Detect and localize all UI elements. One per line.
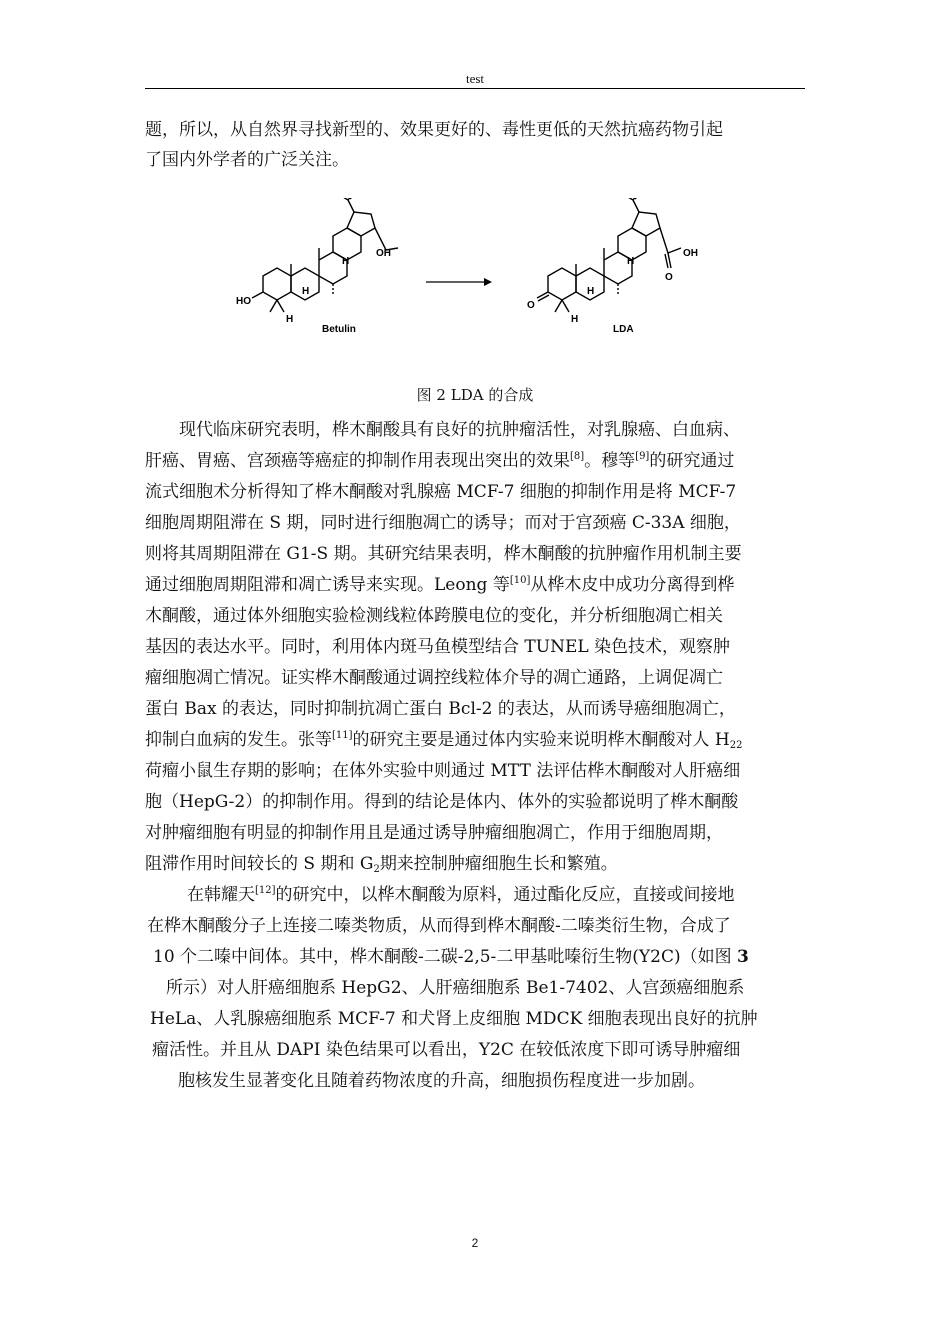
reaction-scheme-figure bbox=[228, 198, 698, 348]
text-run: 的研究通过 bbox=[649, 451, 735, 471]
text-run: 肝癌、胃癌、宫颈癌等癌症的抑制作用表现出突出的效果 bbox=[145, 451, 570, 471]
text-run: 的研究主要是通过体内实验来说明桦木酮酸对人 H bbox=[352, 730, 730, 750]
lda-h-label: H bbox=[627, 256, 635, 267]
text-run: 。穆等 bbox=[584, 451, 636, 471]
paragraph-3-line: 在桦木酮酸分子上连接二嗪类物质，从而得到桦木酮酸-二嗪类衍生物，合成了 bbox=[147, 916, 731, 936]
paragraph-2-line: 胞（HepG-2）的抑制作用。得到的结论是体内、体外的实验都说明了桦木酮酸 bbox=[145, 792, 739, 812]
paragraph-2-line: 基因的表达水平。同时，利用体内斑马鱼模型结合 TUNEL 染色技术，观察肿 bbox=[145, 637, 731, 657]
betulin-h-label: H bbox=[342, 256, 350, 267]
text-run: 抑制白血病的发生。张等 bbox=[145, 730, 332, 750]
text-run: 的研究中，以桦木酮酸为原料，通过酯化反应，直接或间接地 bbox=[275, 885, 735, 905]
text-run: 通过细胞周期阻滞和凋亡诱导来实现。Leong 等 bbox=[145, 575, 510, 595]
citation-ref: [11] bbox=[332, 730, 353, 741]
paragraph-3-line: 瘤活性。并且从 DAPI 染色结果可以看出，Y2C 在较低浓度下即可诱导肿瘤细 bbox=[152, 1040, 741, 1060]
lda-oh-label: OH bbox=[683, 248, 698, 259]
paragraph-2-line bbox=[145, 853, 618, 875]
text-run: 阻滞作用时间较长的 S 期和 G bbox=[145, 854, 374, 874]
text-run: 在韩耀天 bbox=[187, 885, 255, 905]
paragraph-3-line: 所示）对人肝癌细胞系 HepG2、人肝癌细胞系 Be1-7402、人宫颈癌细胞系 bbox=[166, 978, 745, 998]
paragraph-2-line: 瘤细胞凋亡情况。证实桦木酮酸通过调控线粒体介导的凋亡通路，上调促凋亡 bbox=[145, 668, 723, 688]
text-run: 10 个二嗪中间体。其中，桦木酮酸-二碳-2,5-二甲基吡嗪衍生物(Y2C)（如图 bbox=[153, 947, 738, 967]
citation-ref: [9] bbox=[635, 451, 650, 462]
lda-name-label: LDA bbox=[613, 324, 634, 335]
paragraph-1-line: 了国内外学者的广泛关注。 bbox=[145, 150, 349, 170]
betulin-h-label: H bbox=[286, 314, 294, 325]
figure-caption: 图 2 LDA 的合成 bbox=[416, 386, 534, 404]
page-header bbox=[145, 68, 805, 89]
lda-o-label: O bbox=[665, 272, 673, 283]
paragraph-3-line bbox=[153, 946, 749, 968]
header-text: test bbox=[465, 71, 485, 86]
lda-o-label: O bbox=[527, 300, 535, 311]
paragraph-2-line bbox=[145, 450, 734, 472]
reaction-arrow bbox=[426, 278, 492, 286]
paragraph-2-line: 流式细胞术分析得知了桦木酮酸对乳腺癌 MCF-7 细胞的抑制作用是将 MCF-7 bbox=[145, 482, 737, 502]
text-run: 期来控制肿瘤细胞生长和繁殖。 bbox=[379, 854, 618, 874]
citation-ref: [10] bbox=[509, 575, 531, 586]
paragraph-2-line bbox=[145, 574, 734, 596]
text-run: 从桦木皮中成功分离得到桦 bbox=[530, 575, 735, 595]
paragraph-3-line: 胞核发生显著变化且随着药物浓度的升高，细胞损伤程度进一步加剧。 bbox=[178, 1071, 705, 1091]
figure-ref: 3 bbox=[737, 947, 749, 967]
paragraph-2-line: 对肿瘤细胞有明显的抑制作用且是通过诱导肿瘤细胞凋亡，作用于细胞周期， bbox=[145, 823, 723, 843]
lda-h-label: H bbox=[571, 314, 579, 325]
paragraph-2-line: 现代临床研究表明，桦木酮酸具有良好的抗肿瘤活性，对乳腺癌、白血病、 bbox=[179, 420, 740, 440]
subscript: 22 bbox=[729, 740, 743, 751]
citation-ref: [8] bbox=[570, 451, 585, 462]
paragraph-3-line bbox=[187, 884, 735, 906]
paragraph-3-line: HeLa、人乳腺癌细胞系 MCF-7 和犬肾上皮细胞 MDCK 细胞表现出良好的抗肿 bbox=[150, 1009, 758, 1029]
betulin-ho-label: HO bbox=[236, 296, 251, 307]
paragraph-2-line: 细胞周期阻滞在 S 期，同时进行细胞凋亡的诱导；而对于宫颈癌 C-33A 细胞， bbox=[145, 513, 741, 533]
paragraph-2-line: 木酮酸，通过体外细胞实验检测线粒体跨膜电位的变化，并分析细胞凋亡相关 bbox=[145, 606, 723, 626]
paragraph-2-line: 则将其周期阻滞在 G1-S 期。其研究结果表明，桦木酮酸的抗肿瘤作用机制主要 bbox=[145, 544, 742, 564]
paragraph-1-line: 题，所以，从自然界寻找新型的、效果更好的、毒性更低的天然抗癌药物引起 bbox=[145, 120, 723, 140]
paragraph-2-line bbox=[145, 729, 743, 751]
betulin-name-label: Betulin bbox=[322, 324, 356, 335]
betulin-oh-label: OH bbox=[376, 248, 391, 259]
subscript: 2 bbox=[373, 864, 380, 875]
lda-h-label: H bbox=[587, 286, 595, 297]
lda-structure bbox=[537, 198, 681, 312]
paragraph-2-line: 荷瘤小鼠生存期的影响；在体外实验中则通过 MTT 法评估桦木酮酸对人肝癌细 bbox=[145, 761, 741, 781]
betulin-h-label: H bbox=[302, 286, 310, 297]
page-number: 2 bbox=[471, 1236, 479, 1250]
paragraph-2-line: 蛋白 Bax 的表达，同时抑制抗凋亡蛋白 Bcl-2 的表达，从而诱导癌细胞凋亡， bbox=[145, 699, 736, 719]
citation-ref: [12] bbox=[255, 885, 276, 896]
